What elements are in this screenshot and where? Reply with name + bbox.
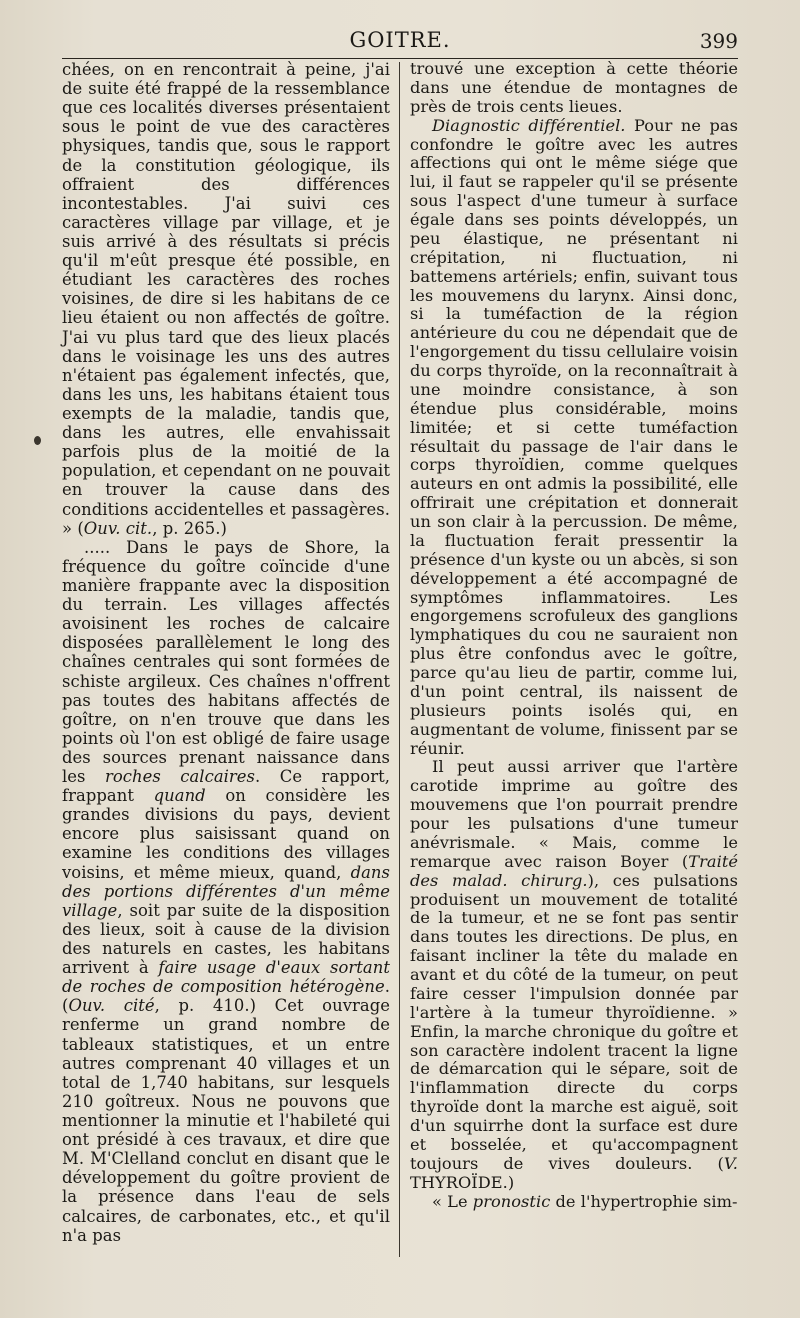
column-divider — [399, 62, 400, 1257]
page-header — [62, 28, 738, 56]
paragraph: trouvé une exception à cette théorie dans une étendue de montagnes de près de trois cents lieues. — [410, 59, 738, 116]
paragraph: ..... Dans le pays de Shore, la fréquence du goître coïncide d'une manière frappante avec la disposition du terrain. Les villages affectés avoisinent les roches de calcaire disposées parallèlement le long des chaînes centrales qui sont formées de schiste argileux. Ces chaînes n'offrent pas toutes des habitans affectés de goître, on n'en trouve que dans les points où l'on est obligé de faire usage des sources prenant naissance dans les roches calcaires. Ce rapport, frappant quand on considère les grandes divisions du pays, devient encore plus saisissant quand on examine les conditions des villages voisins, et même mieux, quand, dans des portions différentes d'un même village, soit par suite de la disposition des lieux, soit à cause de la division des naturels en castes, les habitans arrivent à faire usage d'eaux sortant de roches de composition hétérogène. (Ouv. cité, p. 410.) Cet ouvrage renferme un grand nombre de tableaux statistiques, et un entre autres comprenant 40 villages et un total de 1,740 habitans, sur lesquels 210 goîtreux. Nous ne pouvons que mentionner la minutie et l'habileté qui ont présidé à ces travaux, et dire que M. M'Clelland conclut en disant que le développement du goître provient de la présence dans l'eau de sels calcaires, de carbonates, etc., et qu'il n'a pas — [62, 537, 391, 1245]
paragraph: chées, on en rencontrait à peine, j'ai de suite été frappé de la ressemblance que ces localités diverses présentaient sous le point de vue des caractères physiques, tandis que, sous le rapport de la constitution géologique, ils offraient des différences incontestables. J'ai suivi ces caractères village par village, et je suis arrivé à des résultats si précis qu'il m'eût presque été possible, en étudiant les caractères des roches voisines, de dire si les habitans de ce lieu étaient ou non affectés de goître. J'ai vu plus tard que des lieux placés dans le voisinage les uns des autres n'étaient pas également infectés, que, dans les uns, les habitans étaient tous exempts de la maladie, tandis que, dans les autres, elle envahissait parfois plus de la moitié de la population, et cependant on ne pouvait en trouver la cause dans des conditions accidentelles et passagères. » (Ouv. cit., p. 265.) — [62, 60, 390, 538]
left-column — [62, 60, 390, 1245]
ink-spot — [34, 436, 41, 445]
paragraph-pronostic: « Le pronostic de l'hypertrophie sim- — [432, 1191, 738, 1211]
paragraph-diagnostic: Diagnostic différentiel. Pour ne pas confondre le goître avec les autres affections qui ont le même siége que lui, il faut se rappeler qu'il se présente sous l'aspect d'une tumeur à surface égale dans ses points développés, un peu élastique, ne présentant ni crépitation, ni fluctuation, ni battemens artériels; enfin, suivant tous les mouvemens du larynx. Ainsi donc, si la tuméfaction de la région antérieure du cou ne dépendait que de l'engorgement du tissu cellulaire voisin du corps thyroïde, on la reconnaîtrait à une moindre consistance, à son étendue plus considérable, moins limitée; et si cette tuméfaction résultait du passage de l'air dans le corps thyroïdien, comme quelques auteurs en ont admis la possibilité, elle offrirait une crépitation et donnerait un son clair à la percussion. De même, la fluctuation ferait pressentir la présence d'un kyste ou un abcès, si son développement a été accompagné de symptômes inflammatoires. Les engorgemens scrofuleux des ganglions lymphatiques du cou ne sauraient non plus être confondus avec le goître, parce qu'au lieu de partir, comme lui, d'un point central, ils naissent de plusieurs points isolés qui, en augmentant de volume, finissent par se réunir. — [410, 115, 738, 758]
right-column — [410, 60, 738, 1211]
running-title: GOITRE. — [349, 28, 451, 52]
page-number: 399 — [699, 29, 738, 53]
paragraph: Il peut aussi arriver que l'artère carotide imprime au goître des mouvemens que l'on pourrait prendre pour les pulsations d'une tumeur anévrismale. « Mais, comme le remarque avec raison Boyer (Traité des malad. chirurg.), ces pulsations produisent un mouvement de totalité de la tumeur, et ne se font pas sentir dans toutes les directions. De plus, en faisant incliner la tête du malade en avant et du côté de la tumeur, on peut faire cesser l'impulsion donnée par l'artère à la tumeur thyroïdienne. » Enfin, la marche chronique du goître et son caractère indolent tracent la ligne de démarcation qui le sépare, soit de l'inflammation directe du corps thyroïde dont la marche est aiguë, soit d'un squirrhe dont la surface est dure et bosselée, et qu'accompagnent toujours de vives douleurs. (V. THYROÏDE.) — [410, 757, 739, 1192]
